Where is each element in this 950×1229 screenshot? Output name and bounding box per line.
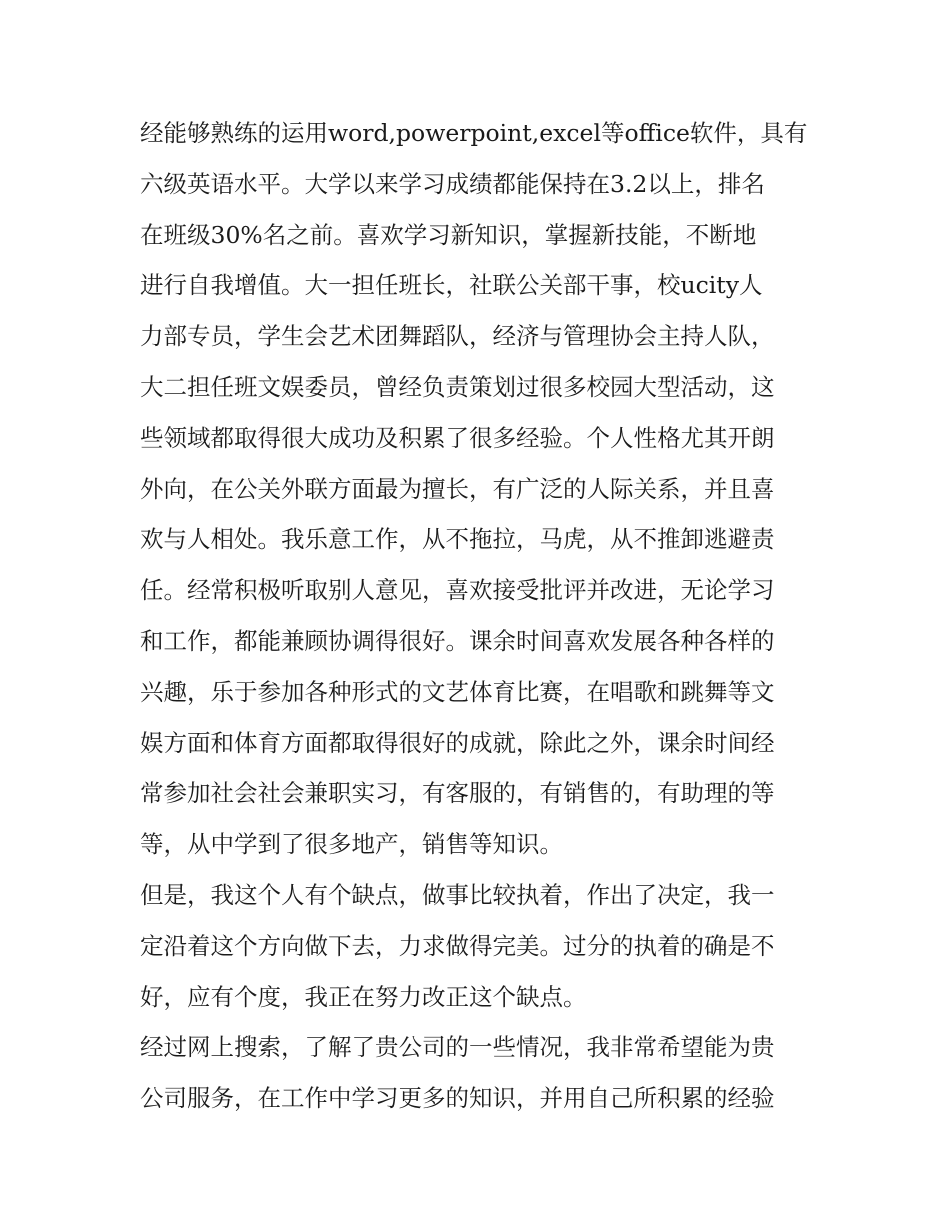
text-line: 经过网上搜索，了解了贵公司的一些情况，我非常希望能为贵 [140, 1033, 775, 1062]
text-line: 好，应有个度，我正在努力改正这个缺点。 [140, 982, 587, 1011]
text-line: 些领域都取得很大成功及积累了很多经验。个人性格尤其开朗 [140, 423, 775, 452]
text-line: 欢与人相处。我乐意工作，从不拖拉，马虎，从不推卸逃避责 [140, 525, 775, 554]
text-line: 但是，我这个人有个缺点，做事比较执着，作出了决定，我一 [140, 880, 775, 909]
text-line: 六级英语水平。大学以来学习成绩都能保持在3.2以上，排名 [140, 169, 765, 198]
text-line: 公司服务，在工作中学习更多的知识，并用自己所积累的经验 [140, 1084, 775, 1113]
text-line: 大二担任班文娱委员，曾经负责策划过很多校园大型活动，这 [140, 372, 775, 401]
text-line: 在班级30%名之前。喜欢学习新知识，掌握新技能，不断地 [140, 220, 757, 249]
text-line: 等，从中学到了很多地产，销售等知识。 [140, 830, 563, 859]
paragraph-company-interest [140, 1022, 815, 1124]
text-line: 力部专员，学生会艺术团舞蹈队，经济与管理协会主持人队， [140, 322, 775, 351]
text-line: 娱方面和体育方面都取得很好的成就，除此之外，课余时间经 [140, 728, 775, 757]
text-line: 经能够熟练的运用word,powerpoint,excel等office软件，具有 [140, 119, 808, 147]
text-line: 外向，在公关外联方面最为擅长，有广泛的人际关系，并且喜 [140, 474, 775, 503]
text-line: 任。经常积极听取别人意见，喜欢接受批评并改进，无论学习 [140, 576, 775, 605]
text-line: 进行自我增值。大一担任班长，社联公关部干事，校ucity人 [140, 271, 763, 300]
text-line: 和工作，都能兼顾协调得很好。课余时间喜欢发展各种各样的 [140, 626, 775, 655]
document-body [140, 108, 815, 1124]
paragraph-weakness [140, 870, 815, 1022]
text-line: 兴趣，乐于参加各种形式的文艺体育比赛，在唱歌和跳舞等文 [140, 677, 775, 706]
text-line: 常参加社会社会兼职实习，有客服的，有销售的，有助理的等 [140, 779, 775, 808]
paragraph-skills-experience [140, 108, 815, 870]
text-line: 定沿着这个方向做下去，力求做得完美。过分的执着的确是不 [140, 931, 775, 960]
